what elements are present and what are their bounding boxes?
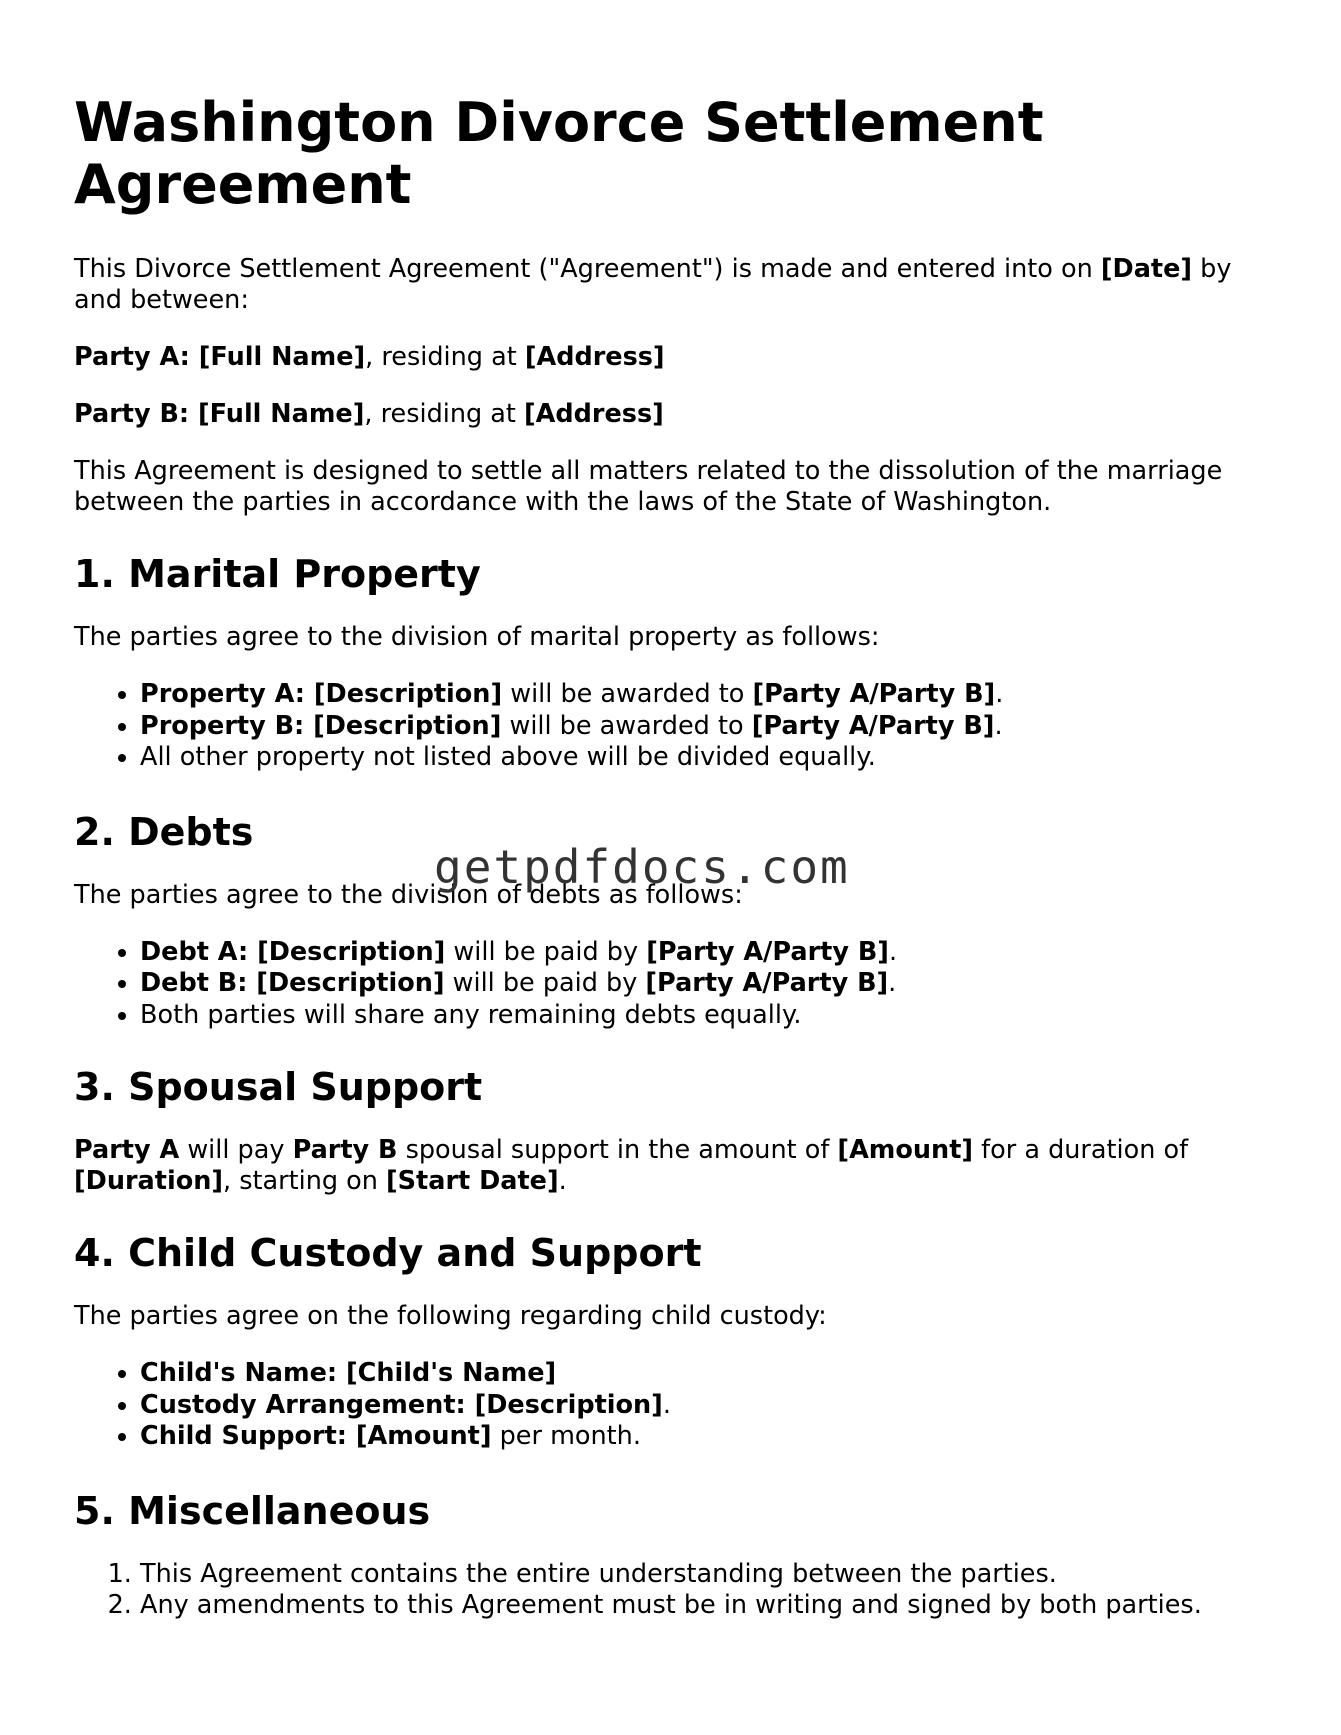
child-name-field: Child's Name: [Child's Name] [140,1358,557,1388]
list-item: 1. This Agreement contains the entire understanding between the parties. [140,1559,1274,1591]
party-choice: [Party A/Party B] [646,936,889,967]
party-b-address: [Address] [524,399,664,429]
list-item-text: will be paid by [445,936,647,967]
section-4-lead: The parties agree on the following regarding child custody: [74,1301,827,1331]
property-a-label: Property A: [Description] [140,679,503,709]
list-item [140,1421,1274,1453]
party-choice: [Party A/Party B] [645,968,889,998]
list-item-end: . [888,936,898,967]
list-item [140,1358,1274,1390]
amount-placeholder: [Amount] [837,1135,974,1165]
party-b-name: Party B: [Full Name] [74,399,365,429]
document-title: Washington Divorce Settlement Agreement [74,91,1044,216]
list-item-end: . [994,710,1003,741]
duration-placeholder: [Duration] [74,1166,224,1196]
text: spousal support in the amount of [397,1135,838,1165]
list-item: • Both parties will share any remaining debts equally. [140,1000,1274,1032]
party-a-address: [Address] [524,342,665,372]
party-choice: [Party A/Party B] [752,679,996,709]
party-b-line [74,399,1274,430]
list-item-text: will be awarded to [501,710,752,741]
text: , starting on [223,1166,387,1196]
list-item-end: . [995,679,1004,709]
section-2-lead: The parties agree to the division of debts as follows: [74,879,743,910]
section-1-heading: 1. Marital Property [74,552,481,596]
text: . [558,1166,567,1196]
list-item-text: will be awarded to [502,679,753,709]
party-b-residing: , residing at [364,399,525,429]
party-choice: [Party A/Party B] [751,710,995,741]
watermark-text: getpdfdocs.com [434,840,850,894]
list-item: • All other property not listed above will be divided equally. [140,742,1274,774]
section-3-heading: 3. Spousal Support [74,1065,483,1109]
date-placeholder: [Date] [1100,254,1193,284]
section-2-heading: 2. Debts [74,809,254,854]
debt-b-label: Debt B: [Description] [140,968,445,998]
custody-list [74,1358,1274,1453]
text: for a duration of [973,1135,1189,1165]
purpose-paragraph: This Agreement is designed to settle all matters related to the dissolution of the marriage between the parties in accordance with the laws of the State of Washington. [74,456,1223,517]
child-support-field: Child Support: [Amount] [140,1421,492,1451]
intro-paragraph [74,254,1274,316]
party-a-line [74,342,1274,373]
section-1-lead: The parties agree to the division of marital property as follows: [74,622,880,652]
intro-text: This Divorce Settlement Agreement ("Agreement") is made and entered into on [74,254,1101,284]
list-item: 2. Any amendments to this Agreement must be in writing and signed by both parties. [140,1590,1274,1622]
list-item [140,937,1274,969]
text: . [662,1389,671,1420]
miscellaneous-list [74,1559,1274,1622]
list-item-text: will be paid by [444,968,646,998]
text: will pay [179,1135,293,1165]
text: per month. [491,1421,641,1451]
property-list [74,679,1274,774]
party-a-ref: Party A [74,1135,180,1165]
start-date-placeholder: [Start Date] [386,1166,559,1196]
party-b-ref: Party B [292,1135,398,1165]
custody-arrangement-field: Custody Arrangement: [Description] [140,1389,663,1420]
party-a-name: Party A: [Full Name] [74,342,366,372]
party-a-residing: , residing at [365,342,525,372]
section-5-heading: 5. Miscellaneous [74,1488,431,1533]
debts-list [74,937,1274,1032]
list-item [140,711,1274,743]
list-item [140,1390,1274,1422]
list-item [140,968,1274,1000]
list-item [140,679,1274,711]
spousal-support-paragraph [74,1135,1274,1197]
section-4-heading: 4. Child Custody and Support [74,1231,702,1275]
list-item-end: . [888,968,897,998]
debt-a-label: Debt A: [Description] [140,936,446,967]
property-b-label: Property B: [Description] [140,710,502,741]
intro-text-end: by and between: [74,254,1232,315]
